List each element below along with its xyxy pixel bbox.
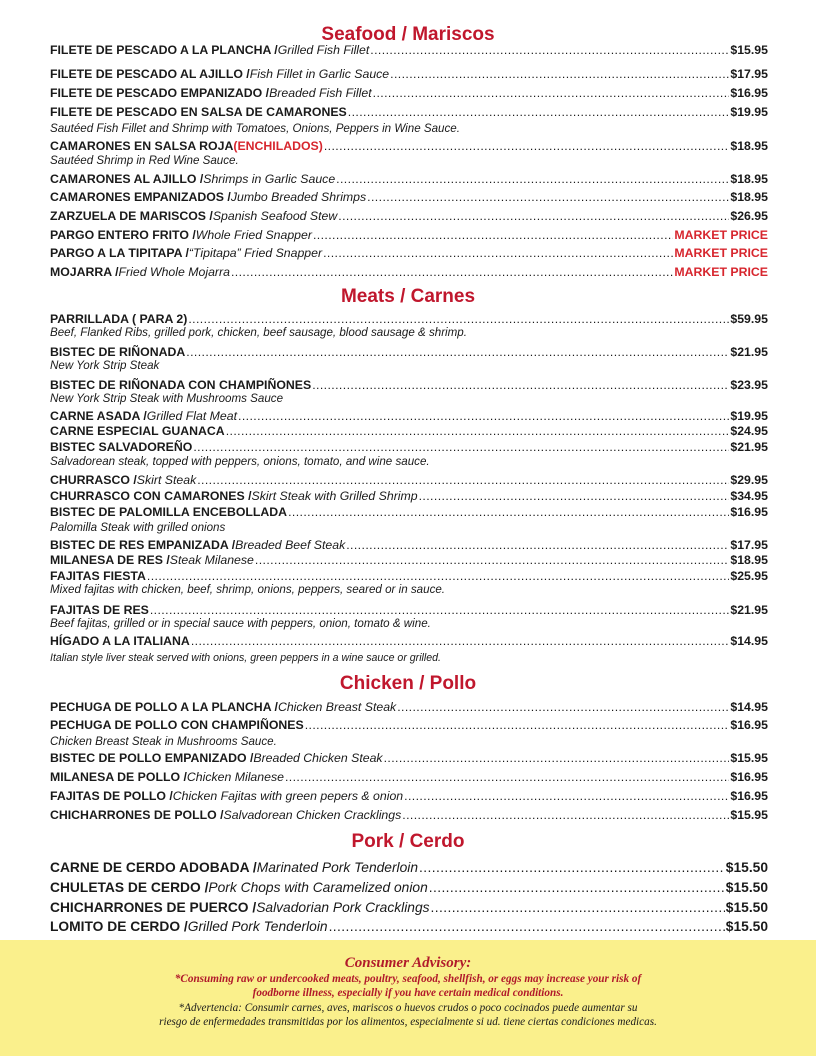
menu-item <box>50 265 768 280</box>
menu-item <box>50 879 768 896</box>
menu-item-description: Sautéed Fish Fillet and Shrimp with Tomatoes, Onions, Peppers in Wine Sauce. <box>50 122 460 135</box>
menu-item-price: $18.95 <box>730 190 768 204</box>
menu-item-english: Chicken Fajitas with green pepers & onion <box>172 789 404 803</box>
menu-item-name: CARNE DE CERDO ADOBADA / <box>50 860 257 875</box>
menu-item-name: FAJITAS FIESTA <box>50 569 146 583</box>
menu-item-price: $16.95 <box>730 770 768 784</box>
menu-item <box>50 553 768 568</box>
menu-item <box>50 538 768 553</box>
menu-item-english: Pork Chops with Caramelized onion <box>208 880 428 895</box>
menu-item-english: Chicken Milanese <box>186 770 284 784</box>
dot-leader <box>370 43 729 58</box>
menu-item <box>50 424 768 439</box>
dot-leader <box>255 553 730 568</box>
advisory-en-line2: foodborne illness, especially if you have certain medical conditions. <box>252 987 564 999</box>
menu-item-price: $21.95 <box>730 440 768 454</box>
dot-leader <box>429 879 725 896</box>
menu-item <box>50 569 768 584</box>
dot-leader <box>231 265 673 280</box>
menu-item-name: FILETE DE PESCADO EMPANIZADO / <box>50 86 270 100</box>
menu-item-price: MARKET PRICE <box>674 265 768 279</box>
menu-item-english: Skirt Steak <box>136 473 197 487</box>
dot-leader <box>285 770 729 785</box>
menu-item-english: Skirt Steak with Grilled Shrimp <box>251 489 418 503</box>
menu-item-english: Jumbo Breaded Shrimps <box>230 190 367 204</box>
menu-item-name: PECHUGA DE POLLO CON CHAMPIÑONES <box>50 718 304 732</box>
menu-item-price: $24.95 <box>730 424 768 438</box>
menu-item-name: ZARZUELA DE MARISCOS / <box>50 209 213 223</box>
menu-item <box>50 43 768 58</box>
menu-item-price: MARKET PRICE <box>674 246 768 260</box>
dot-leader <box>384 751 730 766</box>
menu-item-price: $16.95 <box>730 789 768 803</box>
dot-leader <box>186 345 729 360</box>
menu-item-english: Spanish Seafood Stew <box>212 209 338 223</box>
menu-item <box>50 409 768 424</box>
menu-item <box>50 718 768 733</box>
menu-item-english: Salvadorian Pork Cracklings <box>256 900 430 915</box>
menu-item-price: $34.95 <box>730 489 768 503</box>
dot-leader <box>324 139 730 154</box>
dot-leader <box>419 859 725 876</box>
menu-item-price: $19.95 <box>730 105 768 119</box>
menu-item-english: Salvadorean Chicken Cracklings <box>223 808 402 822</box>
menu-item <box>50 489 768 504</box>
menu-item-name: BISTEC DE RIÑONADA <box>50 345 186 359</box>
section-title-pork: Pork / Cerdo <box>351 831 465 852</box>
menu-item-english: Grilled Fish Fillet <box>277 43 370 57</box>
menu-item <box>50 808 768 823</box>
menu-item-name: FAJITAS DE RES <box>50 603 149 617</box>
menu-item-english: Grilled Pork Tenderloin <box>187 919 328 934</box>
menu-item-english: Chicken Breast Steak <box>277 700 397 714</box>
menu-item-price: $16.95 <box>730 505 768 519</box>
menu-item <box>50 899 768 916</box>
advisory-es-line2: riesgo de enfermedades transmitidas por los alimentos, especialmente si ud. tiene ciertas condiciones medicas. <box>159 1016 657 1028</box>
menu-item-price: $19.95 <box>730 409 768 423</box>
menu-item-name: CAMARONES EMPANIZADOS / <box>50 190 231 204</box>
menu-item-name: FILETE DE PESCADO EN SALSA DE CAMARONES <box>50 105 347 119</box>
menu-item <box>50 751 768 766</box>
menu-item-price: $18.95 <box>730 172 768 186</box>
dot-leader <box>373 86 730 101</box>
menu-item-name: CHURRASCO CON CAMARONES / <box>50 489 252 503</box>
dot-leader <box>288 505 729 520</box>
menu-item <box>50 67 768 82</box>
section-title-meats: Meats / Carnes <box>340 286 476 307</box>
menu-item-price: $25.95 <box>730 569 768 583</box>
menu-item <box>50 634 768 649</box>
menu-item-english: Breaded Chicken Steak <box>253 751 383 765</box>
menu-item-english: Whole Fried Snapper <box>195 228 312 242</box>
menu-item-price: $16.95 <box>730 86 768 100</box>
menu-item-name: CARNE ESPECIAL GUANACA <box>50 424 225 438</box>
menu-item-name: PARGO ENTERO FRITO / <box>50 228 196 242</box>
menu-item-price: $17.95 <box>730 538 768 552</box>
advisory-title: Consumer Advisory: <box>344 955 472 971</box>
menu-item-price: MARKET PRICE <box>674 228 768 242</box>
menu-item-name: CHULETAS DE CERDO / <box>50 880 209 895</box>
menu-item-description: Sautéed Shrimp in Red Wine Sauce. <box>50 154 239 167</box>
dot-leader <box>367 190 729 205</box>
menu-item-price: $14.95 <box>730 634 768 648</box>
menu-item-name: CHURRASCO / <box>50 473 137 487</box>
dot-leader <box>150 603 730 618</box>
menu-item-english: Fish Fillet in Garlic Sauce <box>249 67 390 81</box>
dot-leader <box>390 67 729 82</box>
menu-item <box>50 86 768 101</box>
section-title-seafood: Seafood / Mariscos <box>321 24 495 45</box>
dot-leader <box>226 424 730 439</box>
menu-item-name: PARGO A LA TIPITAPA / <box>50 246 189 260</box>
dot-leader <box>147 569 729 584</box>
menu-item-english: Breaded Beef Steak <box>235 538 346 552</box>
menu-item-name: CHICHARRONES DE PUERCO / <box>50 900 257 915</box>
menu-item-price: $14.95 <box>730 700 768 714</box>
menu-item-name: BISTEC DE RES EMPANIZADA / <box>50 538 236 552</box>
menu-item-highlight: (ENCHILADOS) <box>233 139 323 153</box>
menu-item <box>50 139 768 154</box>
consumer-advisory <box>0 940 816 1056</box>
menu-item <box>50 859 768 876</box>
menu-item-price: $15.50 <box>725 900 768 915</box>
advisory-es-line1: *Advertencia: Consumir carnes, aves, mariscos o huevos crudos o poco cocinados puede aumentar su <box>178 1002 638 1014</box>
menu-item-description: Beef fajitas, grilled or in special sauce with peppers, onion, tomato & wine. <box>50 617 431 630</box>
section-title-chicken: Chicken / Pollo <box>339 673 477 694</box>
menu-item-description: Chicken Breast Steak in Mushrooms Sauce. <box>50 735 277 748</box>
menu-item-price: $23.95 <box>730 378 768 392</box>
menu-item-name: BISTEC DE POLLO EMPANIZADO / <box>50 751 254 765</box>
menu-item-english: “Tipitapa” Fried Snapper <box>188 246 323 260</box>
menu-item <box>50 770 768 785</box>
menu-item <box>50 440 768 455</box>
menu-item <box>50 789 768 804</box>
menu-item-name: MILANESA DE POLLO / <box>50 770 187 784</box>
dot-leader <box>348 105 730 120</box>
menu-item-price: $15.50 <box>725 860 768 875</box>
menu-item-price: $21.95 <box>730 603 768 617</box>
menu-item <box>50 105 768 120</box>
menu-item-price: $26.95 <box>730 209 768 223</box>
menu-item <box>50 345 768 360</box>
menu-item-english: Fried Whole Mojarra <box>118 265 230 279</box>
menu-item <box>50 603 768 618</box>
menu-item <box>50 228 768 243</box>
menu-item-name: CAMARONES AL AJILLO / <box>50 172 204 186</box>
menu-item-price: $18.95 <box>730 553 768 567</box>
menu-item <box>50 378 768 393</box>
menu-item-name: HÍGADO A LA ITALIANA <box>50 634 190 648</box>
dot-leader <box>404 789 729 804</box>
menu-item-description: Palomilla Steak with grilled onions <box>50 521 226 534</box>
dot-leader <box>188 312 729 327</box>
menu-item-english: Grilled Flat Meat <box>146 409 238 423</box>
menu-item <box>50 505 768 520</box>
advisory-en-line1: *Consuming raw or undercooked meats, poultry, seafood, shellfish, or eggs may increase your risk of <box>174 973 642 985</box>
menu-item-name: CARNE ASADA / <box>50 409 147 423</box>
menu-item-price: $59.95 <box>730 312 768 326</box>
menu-item-price: $17.95 <box>730 67 768 81</box>
menu-item-name: CHICHARRONES DE POLLO / <box>50 808 224 822</box>
menu-item-price: $29.95 <box>730 473 768 487</box>
menu-item-english: Marinated Pork Tenderloin <box>256 860 419 875</box>
menu-item-price: $15.50 <box>725 880 768 895</box>
menu-item-price: $15.95 <box>730 808 768 822</box>
menu-item-name: FAJITAS DE POLLO / <box>50 789 173 803</box>
dot-leader <box>431 899 725 916</box>
dot-leader <box>313 228 673 243</box>
dot-leader <box>197 473 729 488</box>
menu-item-name: PECHUGA DE POLLO A LA PLANCHA / <box>50 700 278 714</box>
menu-item-price: $21.95 <box>730 345 768 359</box>
menu-item-description: Salvadorean steak, topped with peppers, onions, tomato, and wine sauce. <box>50 455 430 468</box>
dot-leader <box>338 209 729 224</box>
dot-leader <box>397 700 729 715</box>
menu-item-english: Steak Milanese <box>169 553 254 567</box>
menu-item <box>50 172 768 187</box>
menu-item-name: PARRILLADA ( PARA 2) <box>50 312 188 326</box>
dot-leader <box>191 634 730 649</box>
dot-leader <box>419 489 730 504</box>
menu-item <box>50 209 768 224</box>
menu-item-name: FILETE DE PESCADO AL AJILLO / <box>50 67 250 81</box>
menu-item-name: BISTEC SALVADOREÑO <box>50 440 193 454</box>
menu-item-name: MILANESA DE RES / <box>50 553 170 567</box>
dot-leader <box>323 246 673 261</box>
menu-item-price: $16.95 <box>730 718 768 732</box>
menu-item-price: $18.95 <box>730 139 768 153</box>
menu-item-name: FILETE DE PESCADO A LA PLANCHA / <box>50 43 278 57</box>
dot-leader <box>329 918 725 935</box>
menu-item-name: LOMITO DE CERDO / <box>50 919 188 934</box>
menu-item-name: MOJARRA / <box>50 265 119 279</box>
menu-item-price: $15.50 <box>725 919 768 934</box>
dot-leader <box>305 718 730 733</box>
menu-item <box>50 312 768 327</box>
menu-item-english: Breaded Fish Fillet <box>269 86 372 100</box>
dot-leader <box>193 440 729 455</box>
menu-item <box>50 700 768 715</box>
menu-item <box>50 473 768 488</box>
menu-item <box>50 246 768 261</box>
dot-leader <box>312 378 729 393</box>
menu-item-price: $15.95 <box>730 751 768 765</box>
dot-leader <box>346 538 729 553</box>
menu-item-name: BISTEC DE PALOMILLA ENCEBOLLADA <box>50 505 288 519</box>
menu-item-description: New York Strip Steak <box>50 359 160 372</box>
menu-item-name: BISTEC DE RIÑONADA CON CHAMPIÑONES <box>50 378 312 392</box>
menu-item-description: New York Strip Steak with Mushrooms Sauce <box>50 392 284 405</box>
menu-item-description: Mixed fajitas with chicken, beef, shrimp, onions, peppers, seared or in sauce. <box>50 583 446 596</box>
menu-item-description: Italian style liver steak served with onions, green peppers in a wine sauce or grilled. <box>50 652 441 664</box>
menu-item-name: CAMARONES EN SALSA ROJA <box>50 139 234 153</box>
dot-leader <box>402 808 729 823</box>
menu-item-price: $15.95 <box>730 43 768 57</box>
menu-item-english: Shrimps in Garlic Sauce <box>203 172 336 186</box>
menu-item <box>50 190 768 205</box>
dot-leader <box>238 409 729 424</box>
menu-item <box>50 918 768 935</box>
dot-leader <box>336 172 729 187</box>
menu-item-description: Beef, Flanked Ribs, grilled pork, chicken, beef sausage, blood sausage & shrimp. <box>50 326 467 339</box>
